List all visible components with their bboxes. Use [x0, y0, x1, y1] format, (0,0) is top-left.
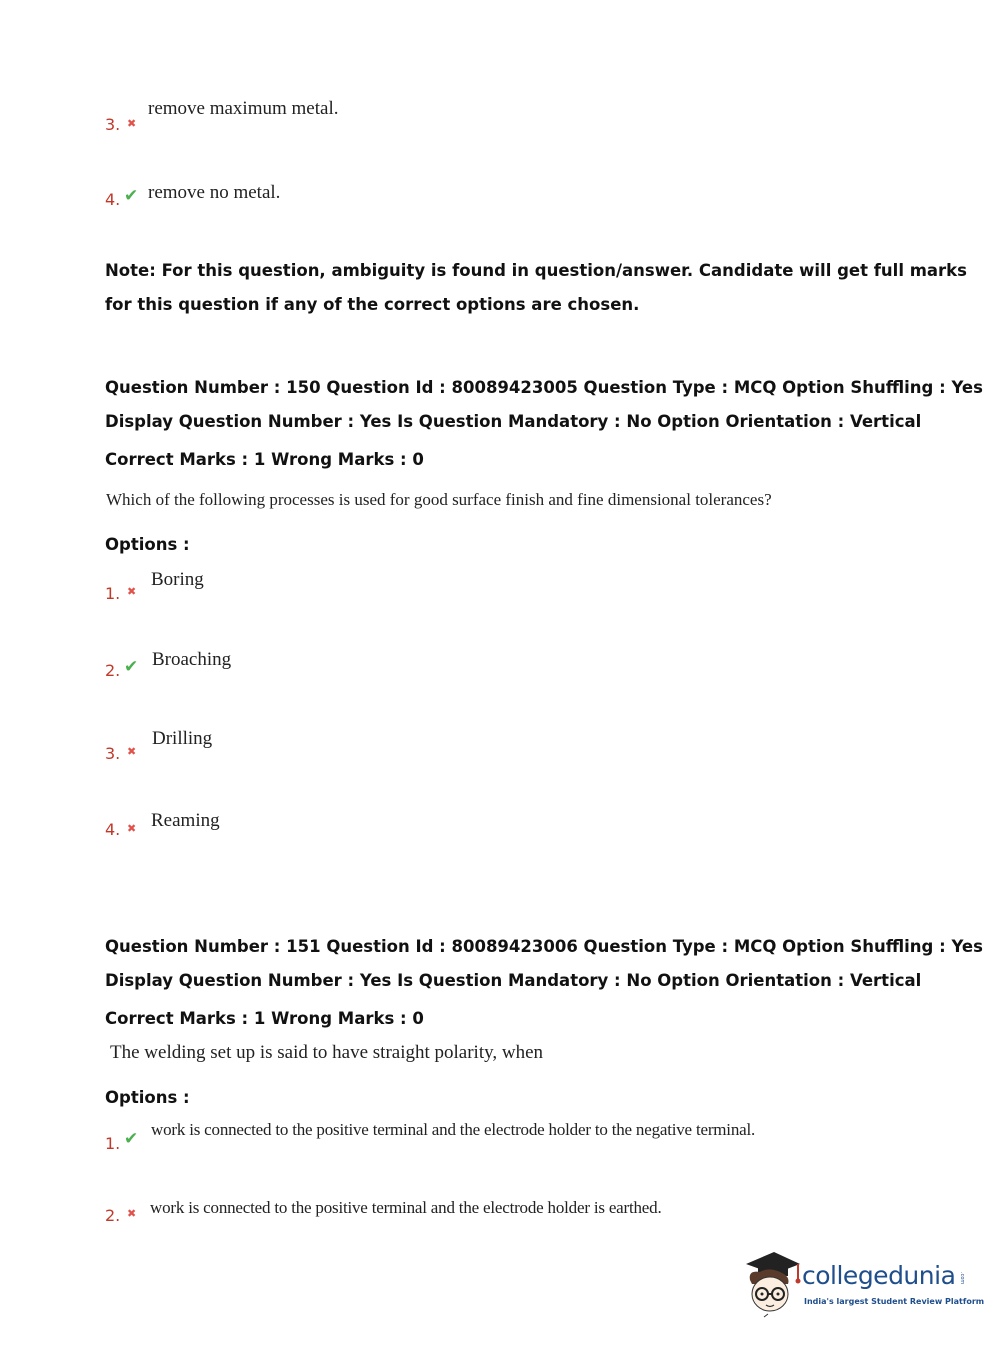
question-meta-line-2: Display Question Number : Yes Is Question Mandatory : No Option Orientation : Vertical: [105, 971, 922, 990]
option-text: Drilling: [152, 728, 213, 749]
options-label: Options :: [105, 535, 190, 554]
option-text: work is connected to the positive terminal and the electrode holder is earthed.: [150, 1198, 662, 1217]
note-line-2: for this question if any of the correct options are chosen.: [105, 295, 640, 314]
logo-tagline: India's largest Student Review Platform: [804, 1297, 985, 1306]
option-number: 2.: [105, 1206, 121, 1225]
logo-name: collegedunia: [802, 1261, 956, 1290]
option-number: 3.: [105, 744, 121, 763]
option-text: remove no metal.: [148, 182, 281, 203]
check-icon: ✔: [124, 186, 139, 206]
mascot-icon: [740, 1250, 802, 1318]
options-label: Options :: [105, 1088, 190, 1107]
cross-icon: ✖: [127, 822, 137, 835]
question-meta-line-1: Question Number : 151 Question Id : 80089423006 Question Type : MCQ Option Shuffling : Yes: [105, 937, 983, 956]
option-number: 2.: [105, 661, 121, 680]
option-number: 1.: [105, 584, 121, 603]
cross-icon: ✖: [127, 117, 137, 130]
option-number: 4.: [105, 820, 121, 839]
option-number: 3.: [105, 115, 121, 134]
option-text: work is connected to the positive terminal and the electrode holder to the negative terminal.: [151, 1120, 756, 1139]
option-text: Reaming: [151, 810, 220, 831]
check-icon: ✔: [124, 1129, 139, 1149]
logo-com: .com: [959, 1272, 965, 1285]
question-marks: Correct Marks : 1 Wrong Marks : 0: [105, 450, 424, 469]
cross-icon: ✖: [127, 585, 137, 598]
cross-icon: ✖: [127, 1207, 137, 1220]
option-number: 1.: [105, 1134, 121, 1153]
option-text: remove maximum metal.: [148, 98, 339, 119]
collegedunia-logo[interactable]: [740, 1250, 985, 1320]
note-line-1: Note: For this question, ambiguity is found in question/answer. Candidate will get full marks: [105, 261, 967, 280]
question-meta-line-2: Display Question Number : Yes Is Question Mandatory : No Option Orientation : Vertical: [105, 412, 922, 431]
check-icon: ✔: [124, 657, 139, 677]
option-text: Broaching: [152, 649, 232, 670]
option-text: Boring: [151, 569, 204, 590]
question-text: Which of the following processes is used for good surface finish and fine dimensional tolerances?: [106, 490, 772, 509]
question-meta-line-1: Question Number : 150 Question Id : 80089423005 Question Type : MCQ Option Shuffling : Yes: [105, 378, 983, 397]
cross-icon: ✖: [127, 745, 137, 758]
question-marks: Correct Marks : 1 Wrong Marks : 0: [105, 1009, 424, 1028]
question-text: The welding set up is said to have straight polarity, when: [110, 1042, 544, 1063]
option-number: 4.: [105, 190, 121, 209]
